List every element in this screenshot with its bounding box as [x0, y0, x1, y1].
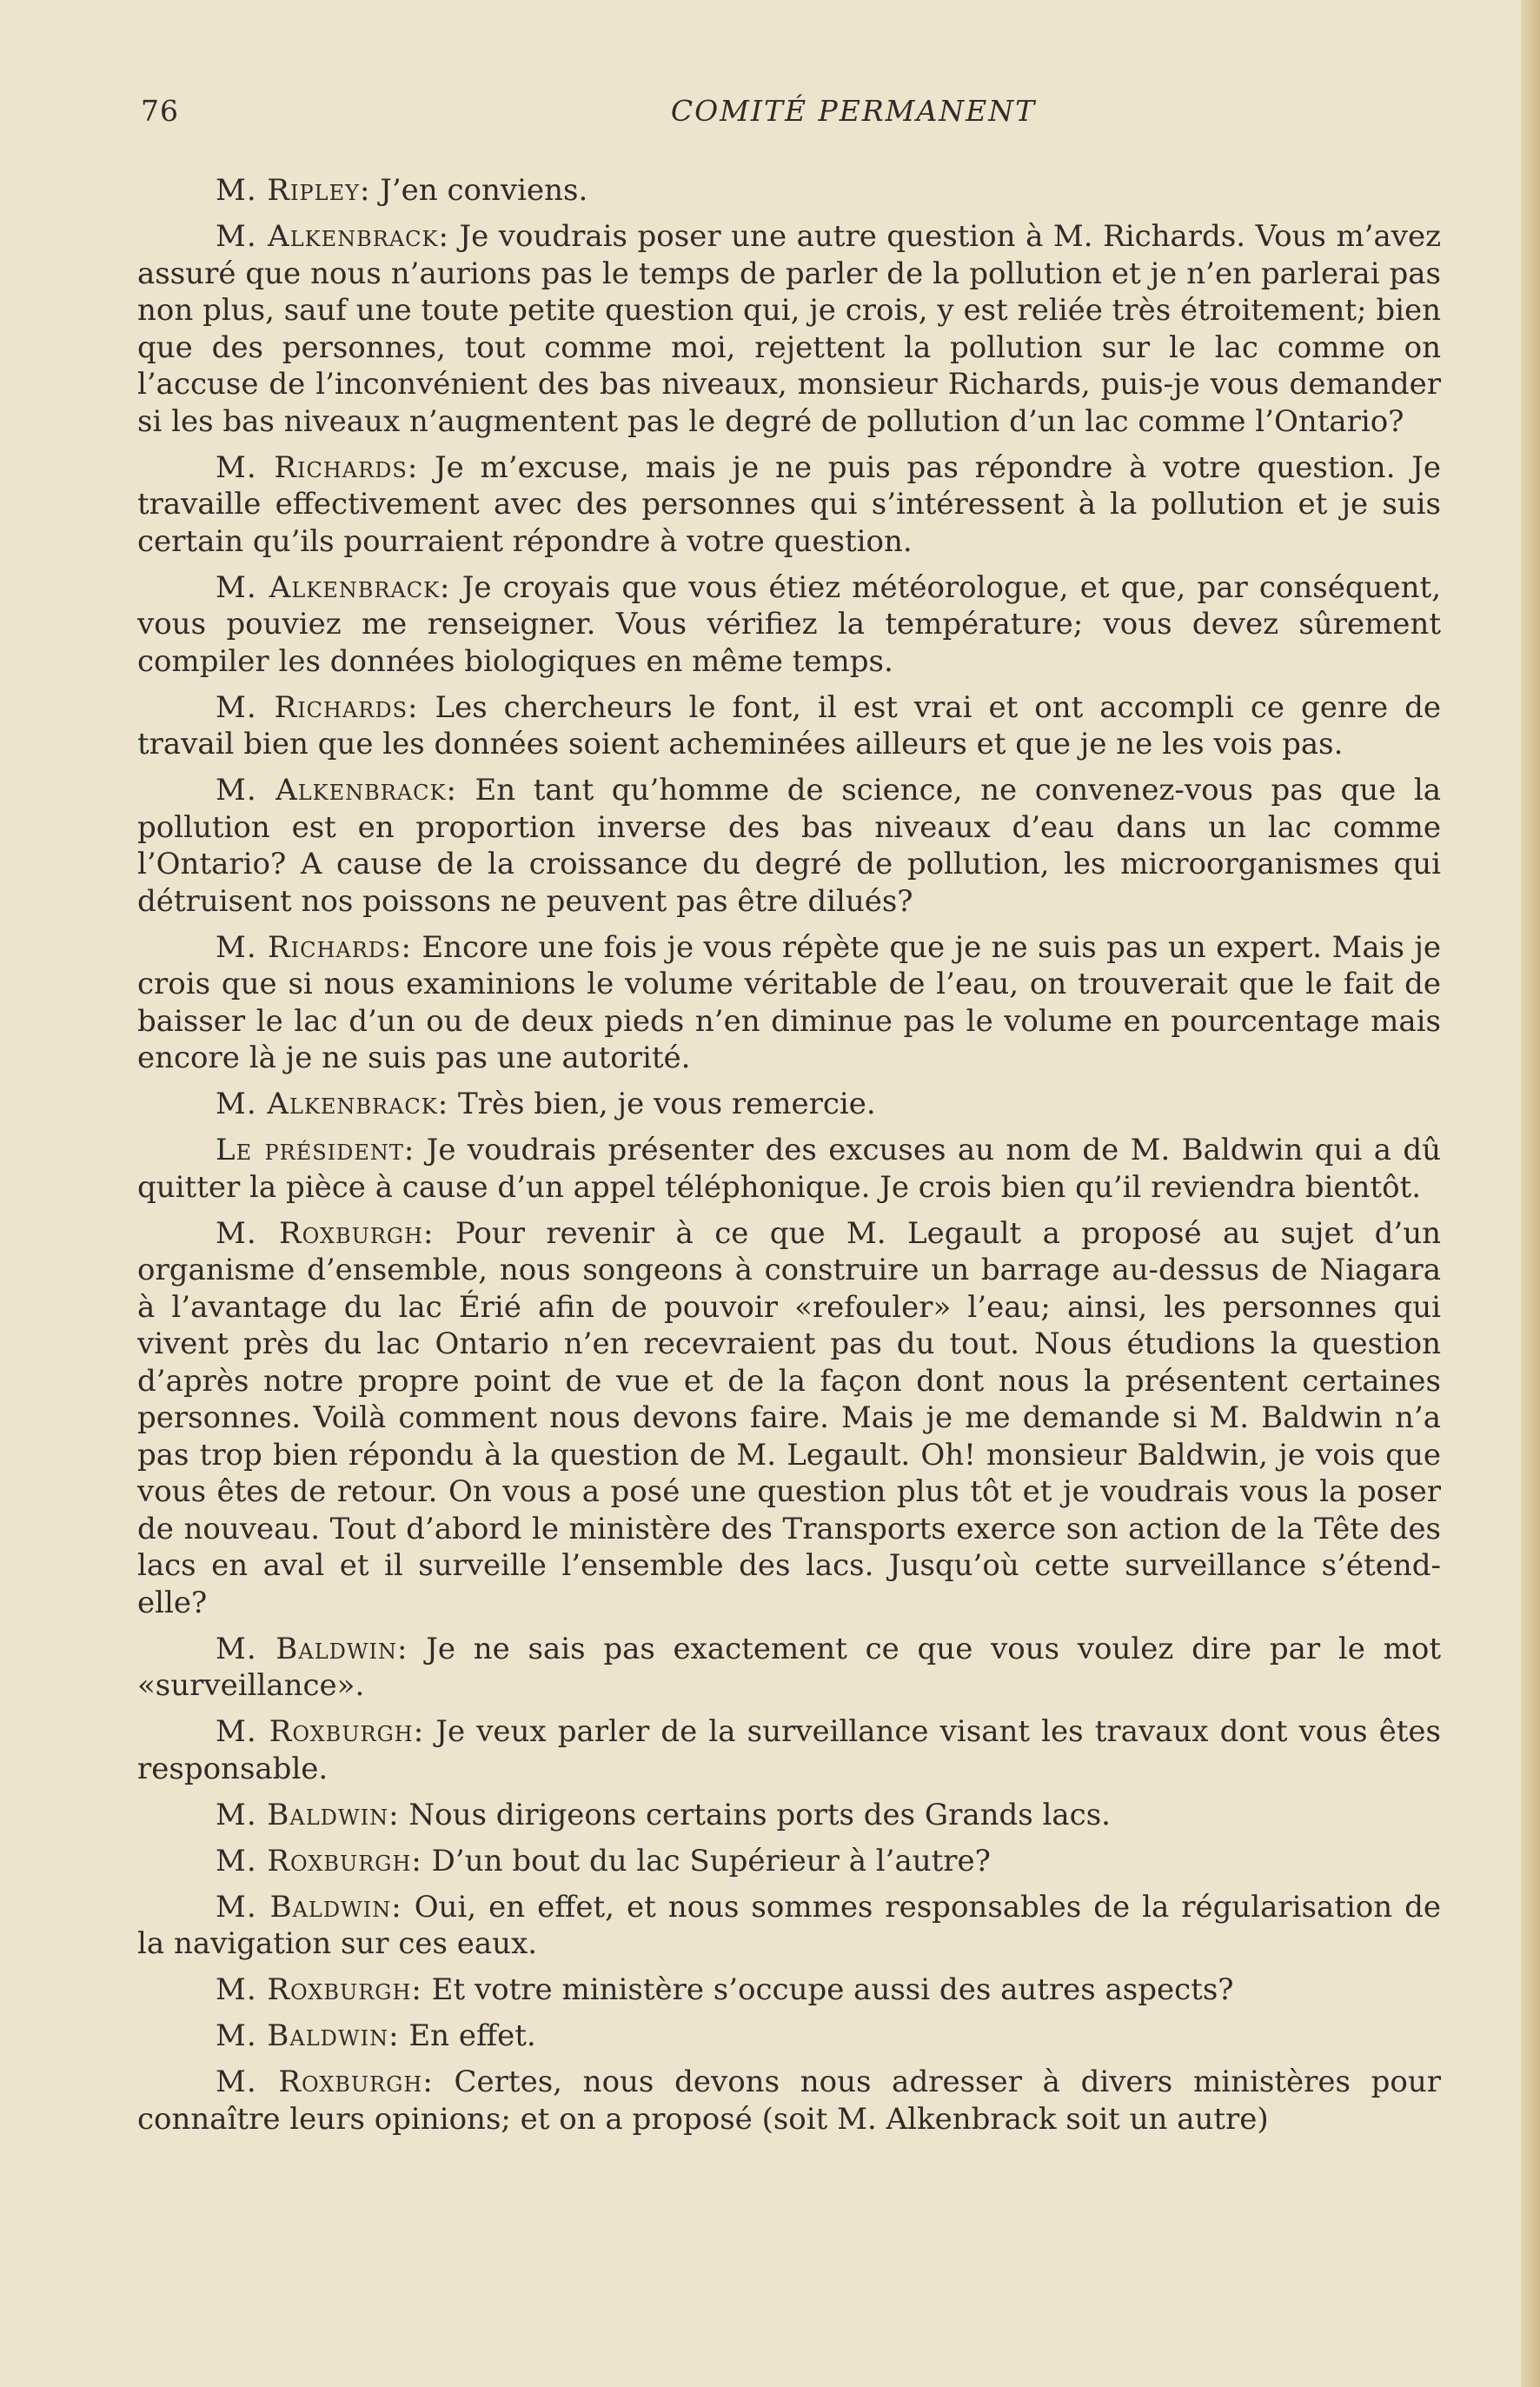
paragraph-text: En tant qu’homme de science, ne convenez-vous pas que la pollution est en proportion inverse des bas niveaux d’eau dans un lac comme l’Ontario? A cause de la croissance du degré de pollution, les microorganismes qui détruisent nos poissons ne peuvent pas être dilués? [137, 773, 1441, 919]
running-title: COMITÉ PERMANENT [670, 94, 1037, 128]
paragraph-text: Je voudrais poser une autre question à M. Richards. Vous m’avez assuré que nous n’aurions pas le temps de parler de la pollution et je n’en parlerai pas non plus, sauf une toute petite question qui, je crois, y est reliée très étroitement; bien que des personnes, tout comme moi, rejettent la pollution sur le lac comme on l’accuse de l’inconvénient des bas niveaux, monsieur Richards, puis-je vous demander si les bas niveaux n’augmentent pas le degré de pollution d’un lac comme l’Ontario? [137, 219, 1442, 439]
speaker-name: M. Alkenbrack: [216, 569, 451, 605]
page-number: 76 [141, 94, 179, 128]
speaker-name: M. Alkenbrack: [216, 1087, 449, 1121]
paragraph-text: En effet. [408, 2018, 536, 2053]
paragraph-text: Je veux parler de la surveillance visant les travaux dont vous êtes responsable. [137, 1714, 1442, 1786]
paragraph-text: Je ne sais pas exactement ce que vous voulez dire par le mot «surveillance». [137, 1631, 1442, 1703]
paragraph [137, 1631, 1441, 1705]
paragraph-text: Et votre ministère s’occupe aussi des autres aspects? [431, 1972, 1234, 2007]
speaker-name: M. Ripley: [216, 173, 371, 208]
speaker-name: M. Alkenbrack: [216, 219, 449, 254]
paragraph [137, 1889, 1441, 1963]
paragraph-text: Nous dirigeons certains ports des Grands lacs. [408, 1797, 1111, 1832]
paragraph [137, 1132, 1441, 1206]
page-header [141, 94, 1436, 137]
speaker-name: M. Roxburgh: [216, 1843, 422, 1878]
paragraph [137, 772, 1441, 920]
paragraph-text: Je m’excuse, mais je ne puis pas répondre à votre question. Je travaille effectivement avec des personnes qui s’intéressent à la pollution et je suis certain qu’ils pourraient répondre à votre question. [137, 449, 1442, 559]
paragraph [137, 689, 1441, 763]
paragraph [137, 569, 1441, 681]
paragraph [137, 2064, 1441, 2138]
speaker-name: M. Roxburgh: [216, 1972, 422, 2007]
paragraph [137, 2018, 1441, 2055]
speaker-name: M. Roxburgh: [216, 2065, 434, 2099]
paragraph [137, 929, 1441, 1077]
paragraph [137, 172, 1441, 209]
paragraph-text: Très bien, je vous remercie. [457, 1087, 876, 1121]
paragraph [137, 449, 1441, 561]
paragraph-text: J’en conviens. [380, 173, 588, 208]
speaker-name: M. Richards: [216, 929, 412, 965]
speaker-name: M. Baldwin: [216, 1631, 408, 1666]
paragraph [137, 1215, 1441, 1622]
page-edge [1521, 0, 1540, 2387]
paragraph [137, 1971, 1441, 2009]
paragraph [137, 1086, 1441, 1123]
paragraph-text: Oui, en effet, et nous sommes responsables de la régularisation de la navigation sur ces eaux. [137, 1889, 1442, 1961]
paragraph-text: Certes, nous devons nous adresser à divers ministères pour connaître leurs opinions; et on a proposé (soit M. Alkenbrack soit un autre) [137, 2065, 1442, 2137]
paragraph-text: Pour revenir à ce que M. Legault a proposé au sujet d’un organisme d’ensemble, nous songeons à construire un barrage au-dessus de Niagara à l’avantage du lac Érié afin de pouvoir «refouler» l’eau; ainsi, les personnes qui vivent près du lac Ontario n’en recevraient pas du tout. Nous étudions la question d’après notre propre point de vue et de la façon dont nous la présentent certaines personnes. Voilà comment nous devons faire. Mais je me demande si M. Baldwin n’a pas trop bien répondu à la question de M. Legault. Oh! monsieur Baldwin, je vois que vous êtes de retour. On vous a posé une question plus tôt et je voudrais vous la poser de nouveau. Tout d’abord le ministère des Transports exerce son action de la Tête des lacs en aval et il surveille l’ensemble des lacs. Jusqu’où cette surveillance s’étend-elle? [137, 1215, 1442, 1620]
speaker-name: M. Roxburgh: [216, 1215, 435, 1251]
paragraph [137, 218, 1441, 440]
paragraph [137, 1797, 1441, 1834]
speaker-name: M. Baldwin: [216, 1889, 402, 1925]
paragraph-text: Je voudrais présenter des excuses au nom de M. Baldwin qui a dû quitter la pièce à cause d’un appel téléphonique. Je crois bien qu’il reviendra bientôt. [137, 1133, 1441, 1205]
page-body [137, 172, 1441, 2147]
speaker-name: M. Richards: [216, 449, 419, 485]
paragraph-text: Les chercheurs le font, il est vrai et ont accompli ce genre de travail bien que les données soient acheminées ailleurs et que je ne les vois pas. [137, 689, 1442, 761]
speaker-name: M. Richards: [216, 689, 419, 725]
paragraph [137, 1713, 1441, 1787]
paragraph-text: Je croyais que vous étiez météorologue, et que, par conséquent, vous pouviez me renseigner. Vous vérifiez la température; vous devez sûrement compiler les données biologiques en même temps. [137, 569, 1442, 679]
paragraph [137, 1843, 1441, 1880]
speaker-name: M. Alkenbrack: [216, 773, 457, 808]
speaker-name: M. Roxburgh: [216, 1714, 425, 1749]
speaker-name: M. Baldwin: [216, 2018, 400, 2053]
speaker-name: Le président: [216, 1133, 415, 1167]
paragraph-text: D’un bout du lac Supérieur à l’autre? [431, 1843, 991, 1878]
speaker-name: M. Baldwin: [216, 1797, 400, 1832]
paragraph-text: Encore une fois je vous répète que je ne suis pas un expert. Mais je crois que si nous examinions le volume véritable de l’eau, on trouverait que le fait de baisser le lac d’un ou de deux pieds n’en diminue pas le volume en pourcentage mais encore là je ne suis pas une autorité. [137, 929, 1441, 1075]
